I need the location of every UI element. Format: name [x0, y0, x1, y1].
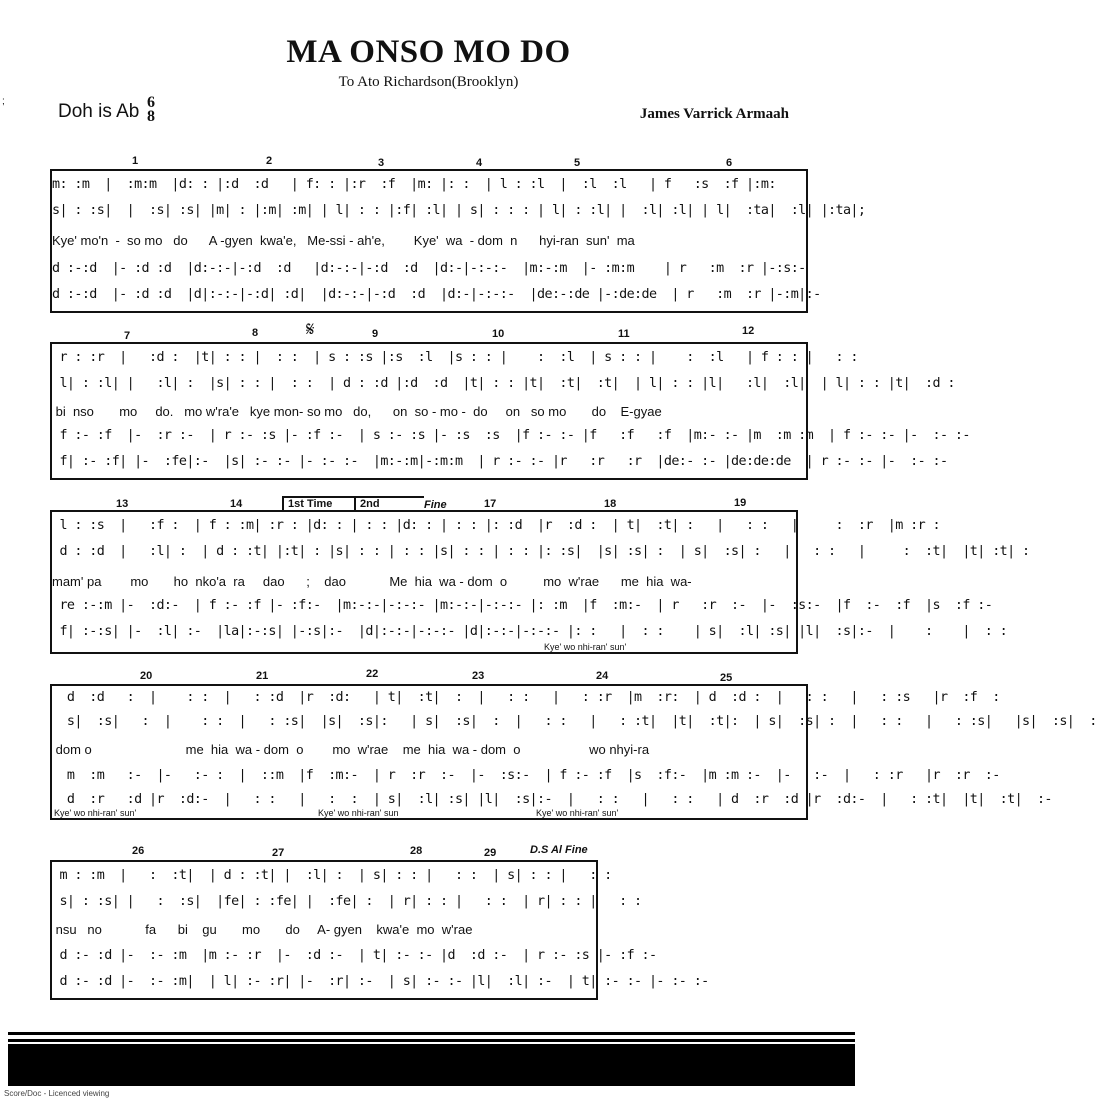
voice-alto: s| : :s| | :s| :s| |m| : |:m| :m| | l| : : |:f| :l| | s| : : : | l| : :l| | :l| :l| | l| :ta| :l| |:ta|;: [52, 203, 866, 218]
bottom-rule: [8, 1032, 855, 1035]
composer: James Varrick Armaah: [639, 106, 789, 122]
measure-number: 27: [272, 847, 285, 859]
song-title: MA ONSO MO DO: [286, 34, 571, 70]
segno-sign: 𝄋: [306, 319, 315, 341]
voice-soprano: l : :s | :f : | f : :m| :r : |d: : | : : |d: : | : : |: :d |r :d : | t| :t| : | : : | : :r |m :r :: [52, 518, 940, 533]
measure-number: 5: [574, 157, 581, 169]
voice-bass: f| :- :f| |- :fe|:- |s| :- :- |- :- :- |m:-:m|-:m:m | r :- :- |r :r :r |de:- :- |de:de:de | r :- :- |- :- :-: [52, 454, 948, 469]
ds-al-fine-marking: D.S Al Fine: [530, 844, 588, 856]
measure-number: 26: [132, 845, 145, 857]
measure-number: 21: [256, 670, 269, 682]
voice-tenor: re :-:m |- :d:- | f :- :f |- :f:- |m:-:-|-:-:- |m:-:-|-:-:- |: :m |f :m:- | r :r :- |- :s:- |f :- :f |s :f :-: [52, 598, 993, 613]
dedication: To Ato Richardson(Brooklyn): [338, 74, 519, 90]
lyrics-line: dom o me hia wa - dom o mo w'rae me hia wa - dom o wo nhyi-ra: [52, 742, 650, 757]
voice-soprano: m: :m | :m:m |d: : |:d :d | f: : |:r :f |m: |: : | l : :l | :l :l | f :s :f |:m:: [52, 177, 776, 192]
measure-number: 12: [742, 325, 755, 337]
voice-soprano: r : :r | :d : |t| : : | : : | s : :s |:s :l |s : : | : :l | s : : | : :l | f : : | : :: [52, 350, 858, 365]
voice-alto: s| : :s| | : :s| |fe| : :fe| | :fe| : | r| : : | : : | r| : : | : :: [52, 894, 642, 909]
system-5: [50, 860, 709, 1000]
measure-number: 8: [252, 327, 259, 339]
time-signature: [147, 96, 155, 124]
alternate-lyric-note: Kye' wo nhi-ran' sun: [318, 808, 399, 818]
measure-number: 9: [372, 328, 379, 340]
footer-text: Score/Doc - Licenced viewing: [4, 1089, 110, 1098]
measure-number: 4: [476, 157, 483, 169]
voice-bass: f| :-:s| |- :l| :- |la|:-:s| |-:s|:- |d|:-:-|-:-:- |d|:-:-|-:-:- |: : | : : | s| :l| :s| |l| :s|:- | : | : :: [52, 624, 1008, 639]
measure-number: 19: [734, 497, 747, 509]
measure-number: 11: [618, 328, 630, 340]
measure-number: 20: [140, 670, 153, 682]
measure-number: 18: [604, 498, 617, 510]
time-signature-top: 6: [147, 94, 155, 111]
footer-bar: [8, 1044, 855, 1086]
voice-soprano: m : :m | : :t| | d : :t| | :l| : | s| : : | : : | s| : : | : :: [52, 868, 612, 883]
voice-tenor: d :-:d |- :d :d |d:-:-|-:d :d |d:-:-|-:d :d |d:-|-:-:- |m:-:m |- :m:m | r :m :r |-:s:-: [52, 261, 806, 276]
voice-alto: s| :s| : | : : | : :s| |s| :s|: | s| :s| : | : : | : :t| |t| :t|: | s| :s| : | : : | : :s| |s| :s| :: [52, 714, 1097, 729]
measure-number: 3: [378, 157, 385, 169]
bottom-rule: [8, 1039, 855, 1042]
system-4: [50, 684, 1097, 820]
measure-number: 14: [230, 498, 243, 510]
system-1: [50, 169, 866, 313]
voice-tenor: f :- :f |- :r :- | r :- :s |- :f :- | s :- :s |- :s :s |f :- :- |f :f :f |m:- :- |m :m :m | f :- :- |- :- :-: [52, 428, 970, 443]
alternate-lyric-note: Kye' wo nhi-ran' sun': [54, 808, 137, 818]
voice-alto: l| : :l| | :l| : |s| : : | : : | d : :d |:d :d |t| : : |t| :t| :t| | l| : : |l| :l| :l| | l| : : |t| :d :: [52, 376, 955, 391]
measure-number: 13: [116, 498, 129, 510]
alternate-lyric-note: Kye' wo nhi-ran' sun': [544, 642, 627, 652]
voice-bass: d :-:d |- :d :d |d|:-:-|-:d| :d| |d:-:-|-:d :d |d:-|-:-:- |de:-:de |-:de:de | r :m :r |-:m|:-: [52, 287, 821, 302]
fine-marking: Fine: [424, 499, 447, 511]
stray-mark: ;: [2, 96, 5, 107]
measure-number: 17: [484, 498, 497, 510]
measure-number: 23: [472, 670, 485, 682]
measure-number: 25: [720, 672, 733, 684]
second-ending-bracket: 2nd: [354, 496, 424, 510]
voice-tenor: d :- :d |- :- :m |m :- :r |- :d :- | t| :- :- |d :d :- | r :- :s |- :f :-: [52, 948, 657, 963]
voice-alto: d : :d | :l| : | d : :t| |:t| : |s| : : | : : |s| : : | : : |: :s| |s| :s| : | s| :s| : | : : | : :t| |t| :t| :: [52, 544, 1030, 559]
time-signature-bottom: 8: [147, 108, 155, 125]
voice-bass: d :- :d |- :- :m| | l| :- :r| |- :r| :- | s| :- :- |l| :l| :- | t| :- :- |- :- :-: [52, 974, 709, 989]
key-signature: Doh is Ab: [58, 101, 140, 122]
measure-number: 24: [596, 670, 609, 682]
system-2: [50, 342, 970, 480]
measure-number: 6: [726, 157, 733, 169]
lyrics-line: Kye' mo'n - so mo do A -gyen kwa'e, Me-ssi - ah'e, Kye' wa - dom n hyi-ran sun' ma: [52, 233, 635, 248]
lyrics-line: mam' pa mo ho nko'a ra dao ; dao Me hia wa - dom o mo w'rae me hia wa-: [52, 574, 692, 589]
voice-tenor: m :m :- |- :- : | ::m |f :m:- | r :r :- |- :s:- | f :- :f |s :f:- |m :m :- |- :- | : :r |r :r :-: [52, 768, 1000, 783]
measure-number: 22: [366, 668, 379, 680]
measure-number: 2: [266, 155, 273, 167]
alternate-lyric-note: Kye' wo nhi-ran' sun': [536, 808, 619, 818]
measure-number: 10: [492, 328, 505, 340]
voice-soprano: d :d : | : : | : :d |r :d: | t| :t| : | : : | : :r |m :r: | d :d : | : : | : :s |r :f :: [52, 690, 1000, 705]
measure-number: 1: [132, 155, 139, 167]
measure-number: 29: [484, 847, 497, 859]
voice-bass: d :r :d |r :d:- | : : | : : | s| :l| :s| |l| :s|:- | : : | : : | d :r :d |r :d:- | : :t| |t| :t| :-: [52, 792, 1052, 807]
measure-number: 28: [410, 845, 423, 857]
first-ending-bracket: 1st Time: [282, 496, 356, 510]
measure-number: 7: [124, 330, 131, 342]
lyrics-line: nsu no fa bi gu mo do A- gyen kwa'e mo w'rae: [52, 922, 473, 937]
system-3: [50, 510, 1030, 654]
lyrics-line: bi nso mo do. mo w'ra'e kye mon- so mo do, on so - mo - do on so mo do E-gyae: [52, 404, 662, 419]
